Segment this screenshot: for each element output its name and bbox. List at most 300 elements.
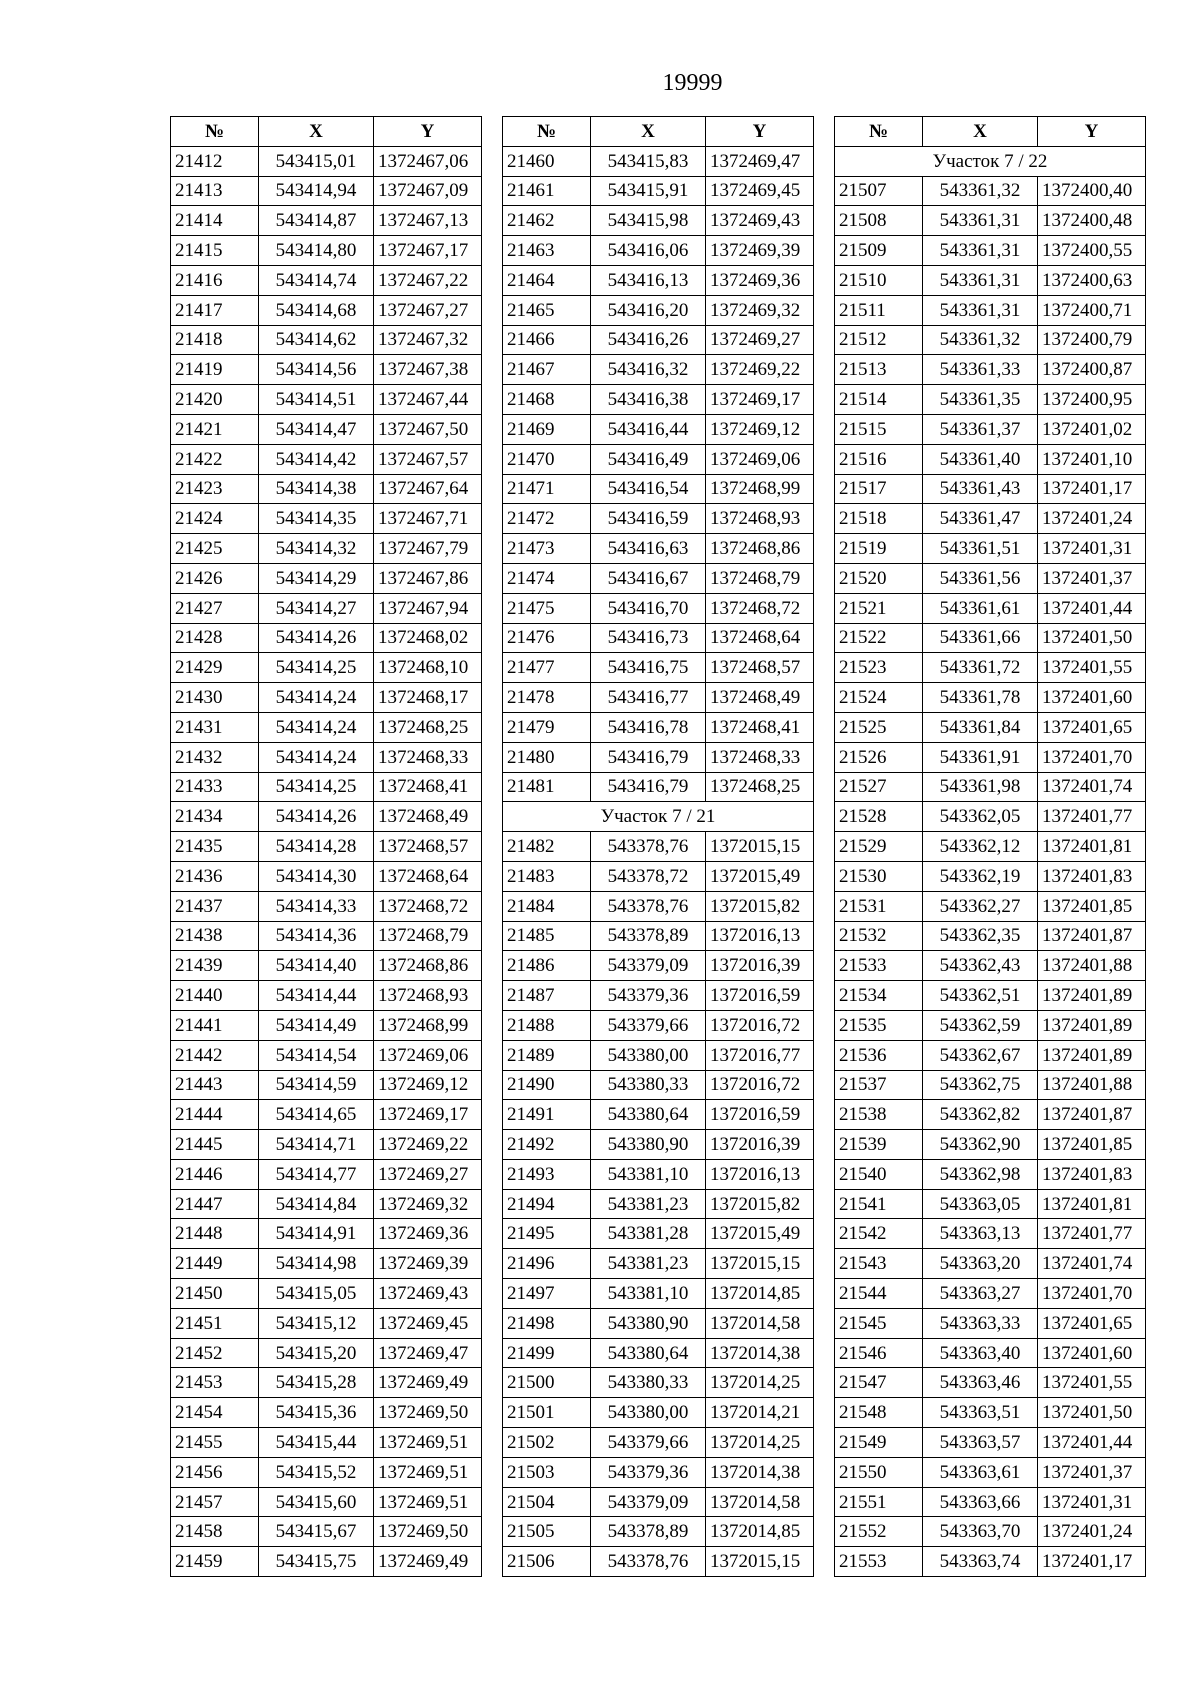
table-row: [503, 1219, 814, 1249]
x-coordinate-cell: 543378,89: [591, 921, 706, 951]
y-coordinate-cell: 1372400,87: [1038, 355, 1146, 385]
point-number-cell: 21553: [835, 1547, 923, 1577]
x-coordinate-cell: 543416,63: [591, 534, 706, 564]
y-coordinate-cell: 1372401,89: [1038, 981, 1146, 1011]
y-coordinate-cell: 1372468,64: [374, 861, 482, 891]
y-coordinate-cell: 1372467,50: [374, 414, 482, 444]
point-number-cell: 21423: [171, 474, 259, 504]
y-coordinate-cell: 1372401,31: [1038, 534, 1146, 564]
point-number-cell: 21439: [171, 951, 259, 981]
y-coordinate-cell: 1372014,25: [706, 1428, 814, 1458]
point-number-cell: 21456: [171, 1457, 259, 1487]
table-row: [171, 1249, 482, 1279]
x-coordinate-cell: 543414,27: [259, 593, 374, 623]
x-coordinate-cell: 543380,64: [591, 1338, 706, 1368]
table-row: [503, 742, 814, 772]
x-coordinate-cell: 543416,06: [591, 236, 706, 266]
y-coordinate-cell: 1372401,44: [1038, 1428, 1146, 1458]
y-coordinate-cell: 1372469,43: [374, 1279, 482, 1309]
y-coordinate-cell: 1372014,58: [706, 1308, 814, 1338]
y-coordinate-cell: 1372469,22: [374, 1130, 482, 1160]
table-row: [171, 1547, 482, 1577]
x-coordinate-cell: 543414,44: [259, 981, 374, 1011]
point-number-cell: 21500: [503, 1368, 591, 1398]
x-coordinate-cell: 543361,37: [923, 414, 1038, 444]
x-coordinate-cell: 543363,27: [923, 1279, 1038, 1309]
x-coordinate-cell: 543415,20: [259, 1338, 374, 1368]
table-row: [835, 355, 1146, 385]
y-coordinate-cell: 1372014,38: [706, 1338, 814, 1368]
x-coordinate-cell: 543414,62: [259, 325, 374, 355]
x-coordinate-cell: 543362,82: [923, 1100, 1038, 1130]
x-coordinate-cell: 543379,36: [591, 981, 706, 1011]
table-row: [503, 921, 814, 951]
y-coordinate-cell: 1372401,87: [1038, 1100, 1146, 1130]
table-row: [835, 414, 1146, 444]
x-coordinate-cell: 543416,32: [591, 355, 706, 385]
x-coordinate-cell: 543361,78: [923, 683, 1038, 713]
table-row: [171, 921, 482, 951]
y-coordinate-cell: 1372469,50: [374, 1398, 482, 1428]
point-number-cell: 21529: [835, 832, 923, 862]
x-coordinate-cell: 543362,35: [923, 921, 1038, 951]
x-coordinate-cell: 543380,00: [591, 1398, 706, 1428]
x-coordinate-cell: 543361,31: [923, 295, 1038, 325]
table-row: [835, 1338, 1146, 1368]
point-number-cell: 21535: [835, 1010, 923, 1040]
x-coordinate-cell: 543414,40: [259, 951, 374, 981]
x-coordinate-cell: 543378,89: [591, 1517, 706, 1547]
point-number-cell: 21481: [503, 772, 591, 802]
table-row: [835, 563, 1146, 593]
y-coordinate-cell: 1372468,79: [374, 921, 482, 951]
x-coordinate-cell: 543381,10: [591, 1159, 706, 1189]
y-coordinate-cell: 1372401,44: [1038, 593, 1146, 623]
point-number-cell: 21507: [835, 176, 923, 206]
y-coordinate-cell: 1372468,86: [706, 534, 814, 564]
y-coordinate-cell: 1372014,58: [706, 1487, 814, 1517]
table-row: [171, 504, 482, 534]
y-coordinate-cell: 1372400,71: [1038, 295, 1146, 325]
point-number-cell: 21466: [503, 325, 591, 355]
point-number-cell: 21430: [171, 683, 259, 713]
point-number-cell: 21508: [835, 206, 923, 236]
table-row: [171, 832, 482, 862]
y-coordinate-cell: 1372469,12: [374, 1070, 482, 1100]
table-row: [503, 444, 814, 474]
x-coordinate-cell: 543416,38: [591, 385, 706, 415]
point-number-cell: 21414: [171, 206, 259, 236]
point-number-cell: 21551: [835, 1487, 923, 1517]
table-row: [503, 1487, 814, 1517]
x-coordinate-cell: 543361,91: [923, 742, 1038, 772]
table-row: [503, 1368, 814, 1398]
x-coordinate-cell: 543414,65: [259, 1100, 374, 1130]
point-number-cell: 21517: [835, 474, 923, 504]
header-number: №: [835, 117, 923, 147]
y-coordinate-cell: 1372400,48: [1038, 206, 1146, 236]
x-coordinate-cell: 543361,31: [923, 236, 1038, 266]
table-row: [503, 891, 814, 921]
point-number-cell: 21474: [503, 563, 591, 593]
x-coordinate-cell: 543415,05: [259, 1279, 374, 1309]
x-coordinate-cell: 543414,24: [259, 712, 374, 742]
table-row: [835, 1428, 1146, 1458]
y-coordinate-cell: 1372016,77: [706, 1040, 814, 1070]
table-row: [503, 355, 814, 385]
header-x: X: [591, 117, 706, 147]
table-row: [171, 146, 482, 176]
y-coordinate-cell: 1372401,89: [1038, 1010, 1146, 1040]
table-row: [171, 385, 482, 415]
y-coordinate-cell: 1372401,74: [1038, 1249, 1146, 1279]
y-coordinate-cell: 1372468,72: [374, 891, 482, 921]
y-coordinate-cell: 1372467,38: [374, 355, 482, 385]
section-row: [835, 146, 1146, 176]
y-coordinate-cell: 1372469,51: [374, 1487, 482, 1517]
x-coordinate-cell: 543416,79: [591, 772, 706, 802]
x-coordinate-cell: 543380,90: [591, 1130, 706, 1160]
table-row: [835, 1368, 1146, 1398]
y-coordinate-cell: 1372401,55: [1038, 1368, 1146, 1398]
table-row: [503, 295, 814, 325]
y-coordinate-cell: 1372469,43: [706, 206, 814, 236]
y-coordinate-cell: 1372401,55: [1038, 653, 1146, 683]
x-coordinate-cell: 543361,51: [923, 534, 1038, 564]
y-coordinate-cell: 1372401,85: [1038, 891, 1146, 921]
table-row: [171, 325, 482, 355]
x-coordinate-cell: 543415,98: [591, 206, 706, 236]
point-number-cell: 21547: [835, 1368, 923, 1398]
point-number-cell: 21494: [503, 1189, 591, 1219]
coordinates-table-3: [834, 116, 1146, 1577]
table-row: [503, 1070, 814, 1100]
point-number-cell: 21478: [503, 683, 591, 713]
y-coordinate-cell: 1372469,47: [374, 1338, 482, 1368]
table-row: [171, 891, 482, 921]
point-number-cell: 21420: [171, 385, 259, 415]
y-coordinate-cell: 1372468,02: [374, 623, 482, 653]
point-number-cell: 21413: [171, 176, 259, 206]
x-coordinate-cell: 543362,67: [923, 1040, 1038, 1070]
x-coordinate-cell: 543363,61: [923, 1457, 1038, 1487]
table-row: [835, 712, 1146, 742]
table-row: [171, 1487, 482, 1517]
x-coordinate-cell: 543416,73: [591, 623, 706, 653]
y-coordinate-cell: 1372401,85: [1038, 1130, 1146, 1160]
y-coordinate-cell: 1372468,93: [706, 504, 814, 534]
table-row: [835, 921, 1146, 951]
y-coordinate-cell: 1372400,63: [1038, 265, 1146, 295]
point-number-cell: 21533: [835, 951, 923, 981]
table-row: [835, 1279, 1146, 1309]
y-coordinate-cell: 1372401,77: [1038, 802, 1146, 832]
y-coordinate-cell: 1372468,33: [706, 742, 814, 772]
table-row: [503, 1130, 814, 1160]
point-number-cell: 21416: [171, 265, 259, 295]
x-coordinate-cell: 543416,70: [591, 593, 706, 623]
table-row: [503, 1308, 814, 1338]
x-coordinate-cell: 543414,77: [259, 1159, 374, 1189]
x-coordinate-cell: 543362,43: [923, 951, 1038, 981]
y-coordinate-cell: 1372469,32: [374, 1189, 482, 1219]
y-coordinate-cell: 1372469,47: [706, 146, 814, 176]
point-number-cell: 21525: [835, 712, 923, 742]
table-row: [835, 534, 1146, 564]
table-row: [503, 385, 814, 415]
point-number-cell: 21530: [835, 861, 923, 891]
y-coordinate-cell: 1372469,49: [374, 1368, 482, 1398]
point-number-cell: 21441: [171, 1010, 259, 1040]
table-row: [835, 742, 1146, 772]
table-row: [171, 742, 482, 772]
y-coordinate-cell: 1372468,25: [706, 772, 814, 802]
point-number-cell: 21487: [503, 981, 591, 1011]
y-coordinate-cell: 1372468,41: [374, 772, 482, 802]
coordinates-table-1: [170, 116, 482, 1577]
point-number-cell: 21509: [835, 236, 923, 266]
y-coordinate-cell: 1372016,59: [706, 981, 814, 1011]
table-row: [503, 623, 814, 653]
table-row: [171, 1159, 482, 1189]
y-coordinate-cell: 1372401,31: [1038, 1487, 1146, 1517]
y-coordinate-cell: 1372469,45: [706, 176, 814, 206]
table-row: [171, 802, 482, 832]
point-number-cell: 21443: [171, 1070, 259, 1100]
table-row: [171, 1130, 482, 1160]
point-number-cell: 21482: [503, 832, 591, 862]
x-coordinate-cell: 543414,68: [259, 295, 374, 325]
point-number-cell: 21510: [835, 265, 923, 295]
y-coordinate-cell: 1372401,17: [1038, 474, 1146, 504]
x-coordinate-cell: 543361,40: [923, 444, 1038, 474]
x-coordinate-cell: 543362,27: [923, 891, 1038, 921]
y-coordinate-cell: 1372467,22: [374, 265, 482, 295]
point-number-cell: 21412: [171, 146, 259, 176]
table-row: [171, 1070, 482, 1100]
y-coordinate-cell: 1372016,59: [706, 1100, 814, 1130]
table-row: [835, 832, 1146, 862]
point-number-cell: 21489: [503, 1040, 591, 1070]
point-number-cell: 21464: [503, 265, 591, 295]
x-coordinate-cell: 543416,59: [591, 504, 706, 534]
y-coordinate-cell: 1372401,81: [1038, 1189, 1146, 1219]
y-coordinate-cell: 1372015,15: [706, 1249, 814, 1279]
table-row: [171, 474, 482, 504]
x-coordinate-cell: 543415,75: [259, 1547, 374, 1577]
point-number-cell: 21491: [503, 1100, 591, 1130]
x-coordinate-cell: 543416,26: [591, 325, 706, 355]
x-coordinate-cell: 543361,84: [923, 712, 1038, 742]
header-x: X: [259, 117, 374, 147]
table-row: [503, 1547, 814, 1577]
y-coordinate-cell: 1372469,06: [374, 1040, 482, 1070]
x-coordinate-cell: 543361,47: [923, 504, 1038, 534]
x-coordinate-cell: 543379,66: [591, 1010, 706, 1040]
x-coordinate-cell: 543414,24: [259, 742, 374, 772]
point-number-cell: 21518: [835, 504, 923, 534]
table-row: [171, 1100, 482, 1130]
point-number-cell: 21445: [171, 1130, 259, 1160]
point-number-cell: 21427: [171, 593, 259, 623]
y-coordinate-cell: 1372467,09: [374, 176, 482, 206]
y-coordinate-cell: 1372400,79: [1038, 325, 1146, 355]
table-row: [171, 653, 482, 683]
point-number-cell: 21497: [503, 1279, 591, 1309]
y-coordinate-cell: 1372401,81: [1038, 832, 1146, 862]
x-coordinate-cell: 543363,05: [923, 1189, 1038, 1219]
y-coordinate-cell: 1372015,82: [706, 891, 814, 921]
point-number-cell: 21546: [835, 1338, 923, 1368]
table-row: [835, 802, 1146, 832]
x-coordinate-cell: 543362,05: [923, 802, 1038, 832]
table-row: [171, 206, 482, 236]
y-coordinate-cell: 1372469,22: [706, 355, 814, 385]
table-row: [835, 1040, 1146, 1070]
x-coordinate-cell: 543414,29: [259, 563, 374, 593]
x-coordinate-cell: 543363,40: [923, 1338, 1038, 1368]
y-coordinate-cell: 1372401,70: [1038, 1279, 1146, 1309]
x-coordinate-cell: 543414,71: [259, 1130, 374, 1160]
x-coordinate-cell: 543415,91: [591, 176, 706, 206]
x-coordinate-cell: 543414,25: [259, 653, 374, 683]
point-number-cell: 21442: [171, 1040, 259, 1070]
point-number-cell: 21426: [171, 563, 259, 593]
x-coordinate-cell: 543415,67: [259, 1517, 374, 1547]
point-number-cell: 21477: [503, 653, 591, 683]
x-coordinate-cell: 543414,74: [259, 265, 374, 295]
point-number-cell: 21488: [503, 1010, 591, 1040]
table-row: [835, 265, 1146, 295]
table-row: [835, 623, 1146, 653]
x-coordinate-cell: 543379,09: [591, 951, 706, 981]
point-number-cell: 21475: [503, 593, 591, 623]
x-coordinate-cell: 543414,91: [259, 1219, 374, 1249]
y-coordinate-cell: 1372469,51: [374, 1457, 482, 1487]
point-number-cell: 21498: [503, 1308, 591, 1338]
table-row: [835, 236, 1146, 266]
table-row: [503, 236, 814, 266]
x-coordinate-cell: 543414,98: [259, 1249, 374, 1279]
point-number-cell: 21422: [171, 444, 259, 474]
y-coordinate-cell: 1372401,24: [1038, 504, 1146, 534]
y-coordinate-cell: 1372401,70: [1038, 742, 1146, 772]
x-coordinate-cell: 543362,98: [923, 1159, 1038, 1189]
table-row: [835, 593, 1146, 623]
x-coordinate-cell: 543416,20: [591, 295, 706, 325]
y-coordinate-cell: 1372016,39: [706, 1130, 814, 1160]
point-number-cell: 21424: [171, 504, 259, 534]
x-coordinate-cell: 543414,24: [259, 683, 374, 713]
x-coordinate-cell: 543380,33: [591, 1070, 706, 1100]
x-coordinate-cell: 543362,12: [923, 832, 1038, 862]
x-coordinate-cell: 543414,28: [259, 832, 374, 862]
point-number-cell: 21457: [171, 1487, 259, 1517]
y-coordinate-cell: 1372469,49: [374, 1547, 482, 1577]
table-row: [171, 1517, 482, 1547]
point-number-cell: 21537: [835, 1070, 923, 1100]
y-coordinate-cell: 1372016,13: [706, 1159, 814, 1189]
point-number-cell: 21550: [835, 1457, 923, 1487]
point-number-cell: 21534: [835, 981, 923, 1011]
table-row: [171, 772, 482, 802]
x-coordinate-cell: 543414,38: [259, 474, 374, 504]
y-coordinate-cell: 1372401,65: [1038, 1308, 1146, 1338]
y-coordinate-cell: 1372401,50: [1038, 1398, 1146, 1428]
y-coordinate-cell: 1372014,85: [706, 1279, 814, 1309]
point-number-cell: 21514: [835, 385, 923, 415]
y-coordinate-cell: 1372401,02: [1038, 414, 1146, 444]
x-coordinate-cell: 543414,49: [259, 1010, 374, 1040]
point-number-cell: 21484: [503, 891, 591, 921]
x-coordinate-cell: 543414,56: [259, 355, 374, 385]
point-number-cell: 21433: [171, 772, 259, 802]
y-coordinate-cell: 1372469,36: [706, 265, 814, 295]
table-row: [171, 1189, 482, 1219]
table-row: [503, 683, 814, 713]
section-row: [503, 802, 814, 832]
x-coordinate-cell: 543416,75: [591, 653, 706, 683]
x-coordinate-cell: 543414,47: [259, 414, 374, 444]
x-coordinate-cell: 543380,64: [591, 1100, 706, 1130]
x-coordinate-cell: 543378,76: [591, 832, 706, 862]
point-number-cell: 21436: [171, 861, 259, 891]
table-row: [171, 295, 482, 325]
y-coordinate-cell: 1372468,93: [374, 981, 482, 1011]
point-number-cell: 21504: [503, 1487, 591, 1517]
y-coordinate-cell: 1372469,12: [706, 414, 814, 444]
point-number-cell: 21532: [835, 921, 923, 951]
y-coordinate-cell: 1372401,17: [1038, 1547, 1146, 1577]
y-coordinate-cell: 1372467,17: [374, 236, 482, 266]
x-coordinate-cell: 543414,26: [259, 802, 374, 832]
y-coordinate-cell: 1372467,86: [374, 563, 482, 593]
x-coordinate-cell: 543414,35: [259, 504, 374, 534]
table-row: [171, 683, 482, 713]
table-row: [171, 861, 482, 891]
point-number-cell: 21541: [835, 1189, 923, 1219]
point-number-cell: 21460: [503, 146, 591, 176]
x-coordinate-cell: 543363,13: [923, 1219, 1038, 1249]
table-row: [503, 1517, 814, 1547]
y-coordinate-cell: 1372467,79: [374, 534, 482, 564]
table-row: [171, 1428, 482, 1458]
table-row: [503, 265, 814, 295]
y-coordinate-cell: 1372014,85: [706, 1517, 814, 1547]
y-coordinate-cell: 1372469,50: [374, 1517, 482, 1547]
y-coordinate-cell: 1372468,64: [706, 623, 814, 653]
x-coordinate-cell: 543415,60: [259, 1487, 374, 1517]
point-number-cell: 21502: [503, 1428, 591, 1458]
table-row: [835, 891, 1146, 921]
table-row: [171, 355, 482, 385]
table-row: [503, 593, 814, 623]
table-row: [835, 1100, 1146, 1130]
table-row: [503, 861, 814, 891]
table-row: [835, 1159, 1146, 1189]
table-row: [503, 772, 814, 802]
x-coordinate-cell: 543414,30: [259, 861, 374, 891]
table-row: [835, 683, 1146, 713]
x-coordinate-cell: 543361,72: [923, 653, 1038, 683]
point-number-cell: 21515: [835, 414, 923, 444]
y-coordinate-cell: 1372401,87: [1038, 921, 1146, 951]
point-number-cell: 21421: [171, 414, 259, 444]
point-number-cell: 21539: [835, 1130, 923, 1160]
x-coordinate-cell: 543362,59: [923, 1010, 1038, 1040]
table-row: [503, 504, 814, 534]
y-coordinate-cell: 1372015,15: [706, 832, 814, 862]
